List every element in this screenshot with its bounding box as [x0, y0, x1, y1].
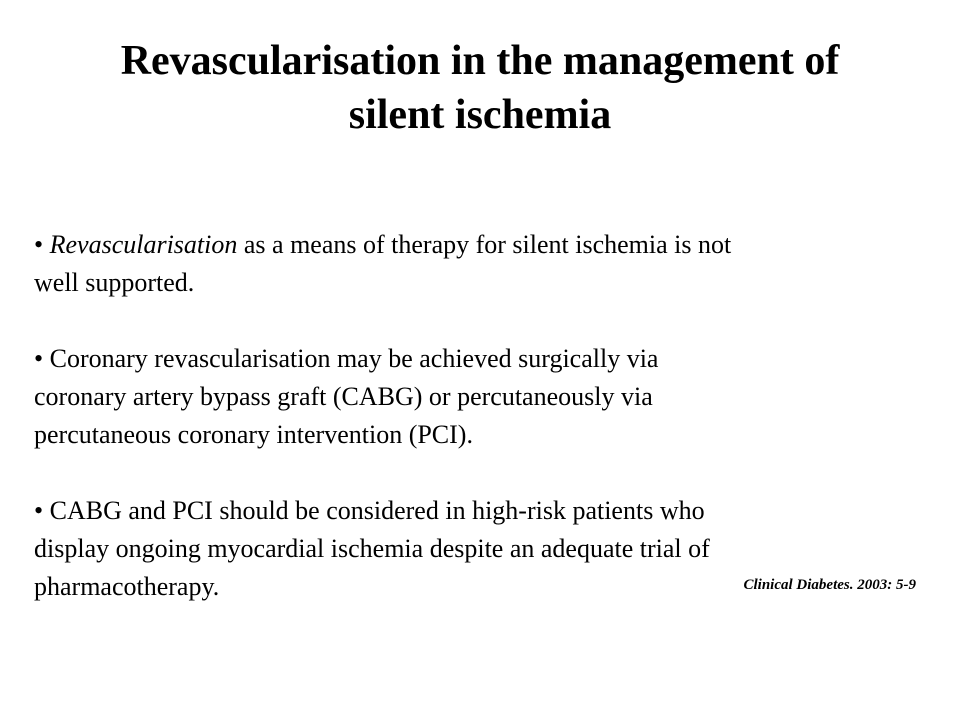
bullet-1-line-1: [34, 226, 924, 264]
bullet-revascularisation-support: [34, 226, 924, 302]
bullet-2-line-2: coronary artery bypass graft (CABG) or percutaneously via: [34, 382, 653, 411]
revascularisation-emphasis: Revascularisation: [49, 230, 238, 259]
bullet-1-line-1-text: as a means of therapy for silent ischemia is not: [237, 230, 732, 259]
bullet-cabg-pci-high-risk: [34, 492, 924, 606]
bullet-2-line-1: • Coronary revascularisation may be achieved surgically via: [34, 344, 659, 373]
title-line-1: Revascularisation in the management of: [120, 38, 840, 84]
title-line-2: silent ischemia: [348, 92, 612, 138]
bullet-3-line-3: [34, 568, 924, 606]
bullet-coronary-revascularisation: [34, 340, 924, 454]
bullet-list: [34, 226, 924, 606]
bullet-3-line-2: display ongoing myocardial ischemia despite an adequate trial of: [34, 534, 710, 563]
bullet-2-line-3: percutaneous coronary intervention (PCI).: [34, 420, 473, 449]
bullet-3-line-1: • CABG and PCI should be considered in high-risk patients who: [34, 496, 705, 525]
bullet-1-line-2: well supported.: [34, 268, 195, 297]
bullet-3-line-3-text: pharmacotherapy.: [34, 572, 220, 601]
slide-title: [40, 34, 920, 142]
bullet-marker: •: [34, 230, 44, 259]
citation: Clinical Diabetes. 2003: 5-9: [743, 577, 916, 593]
